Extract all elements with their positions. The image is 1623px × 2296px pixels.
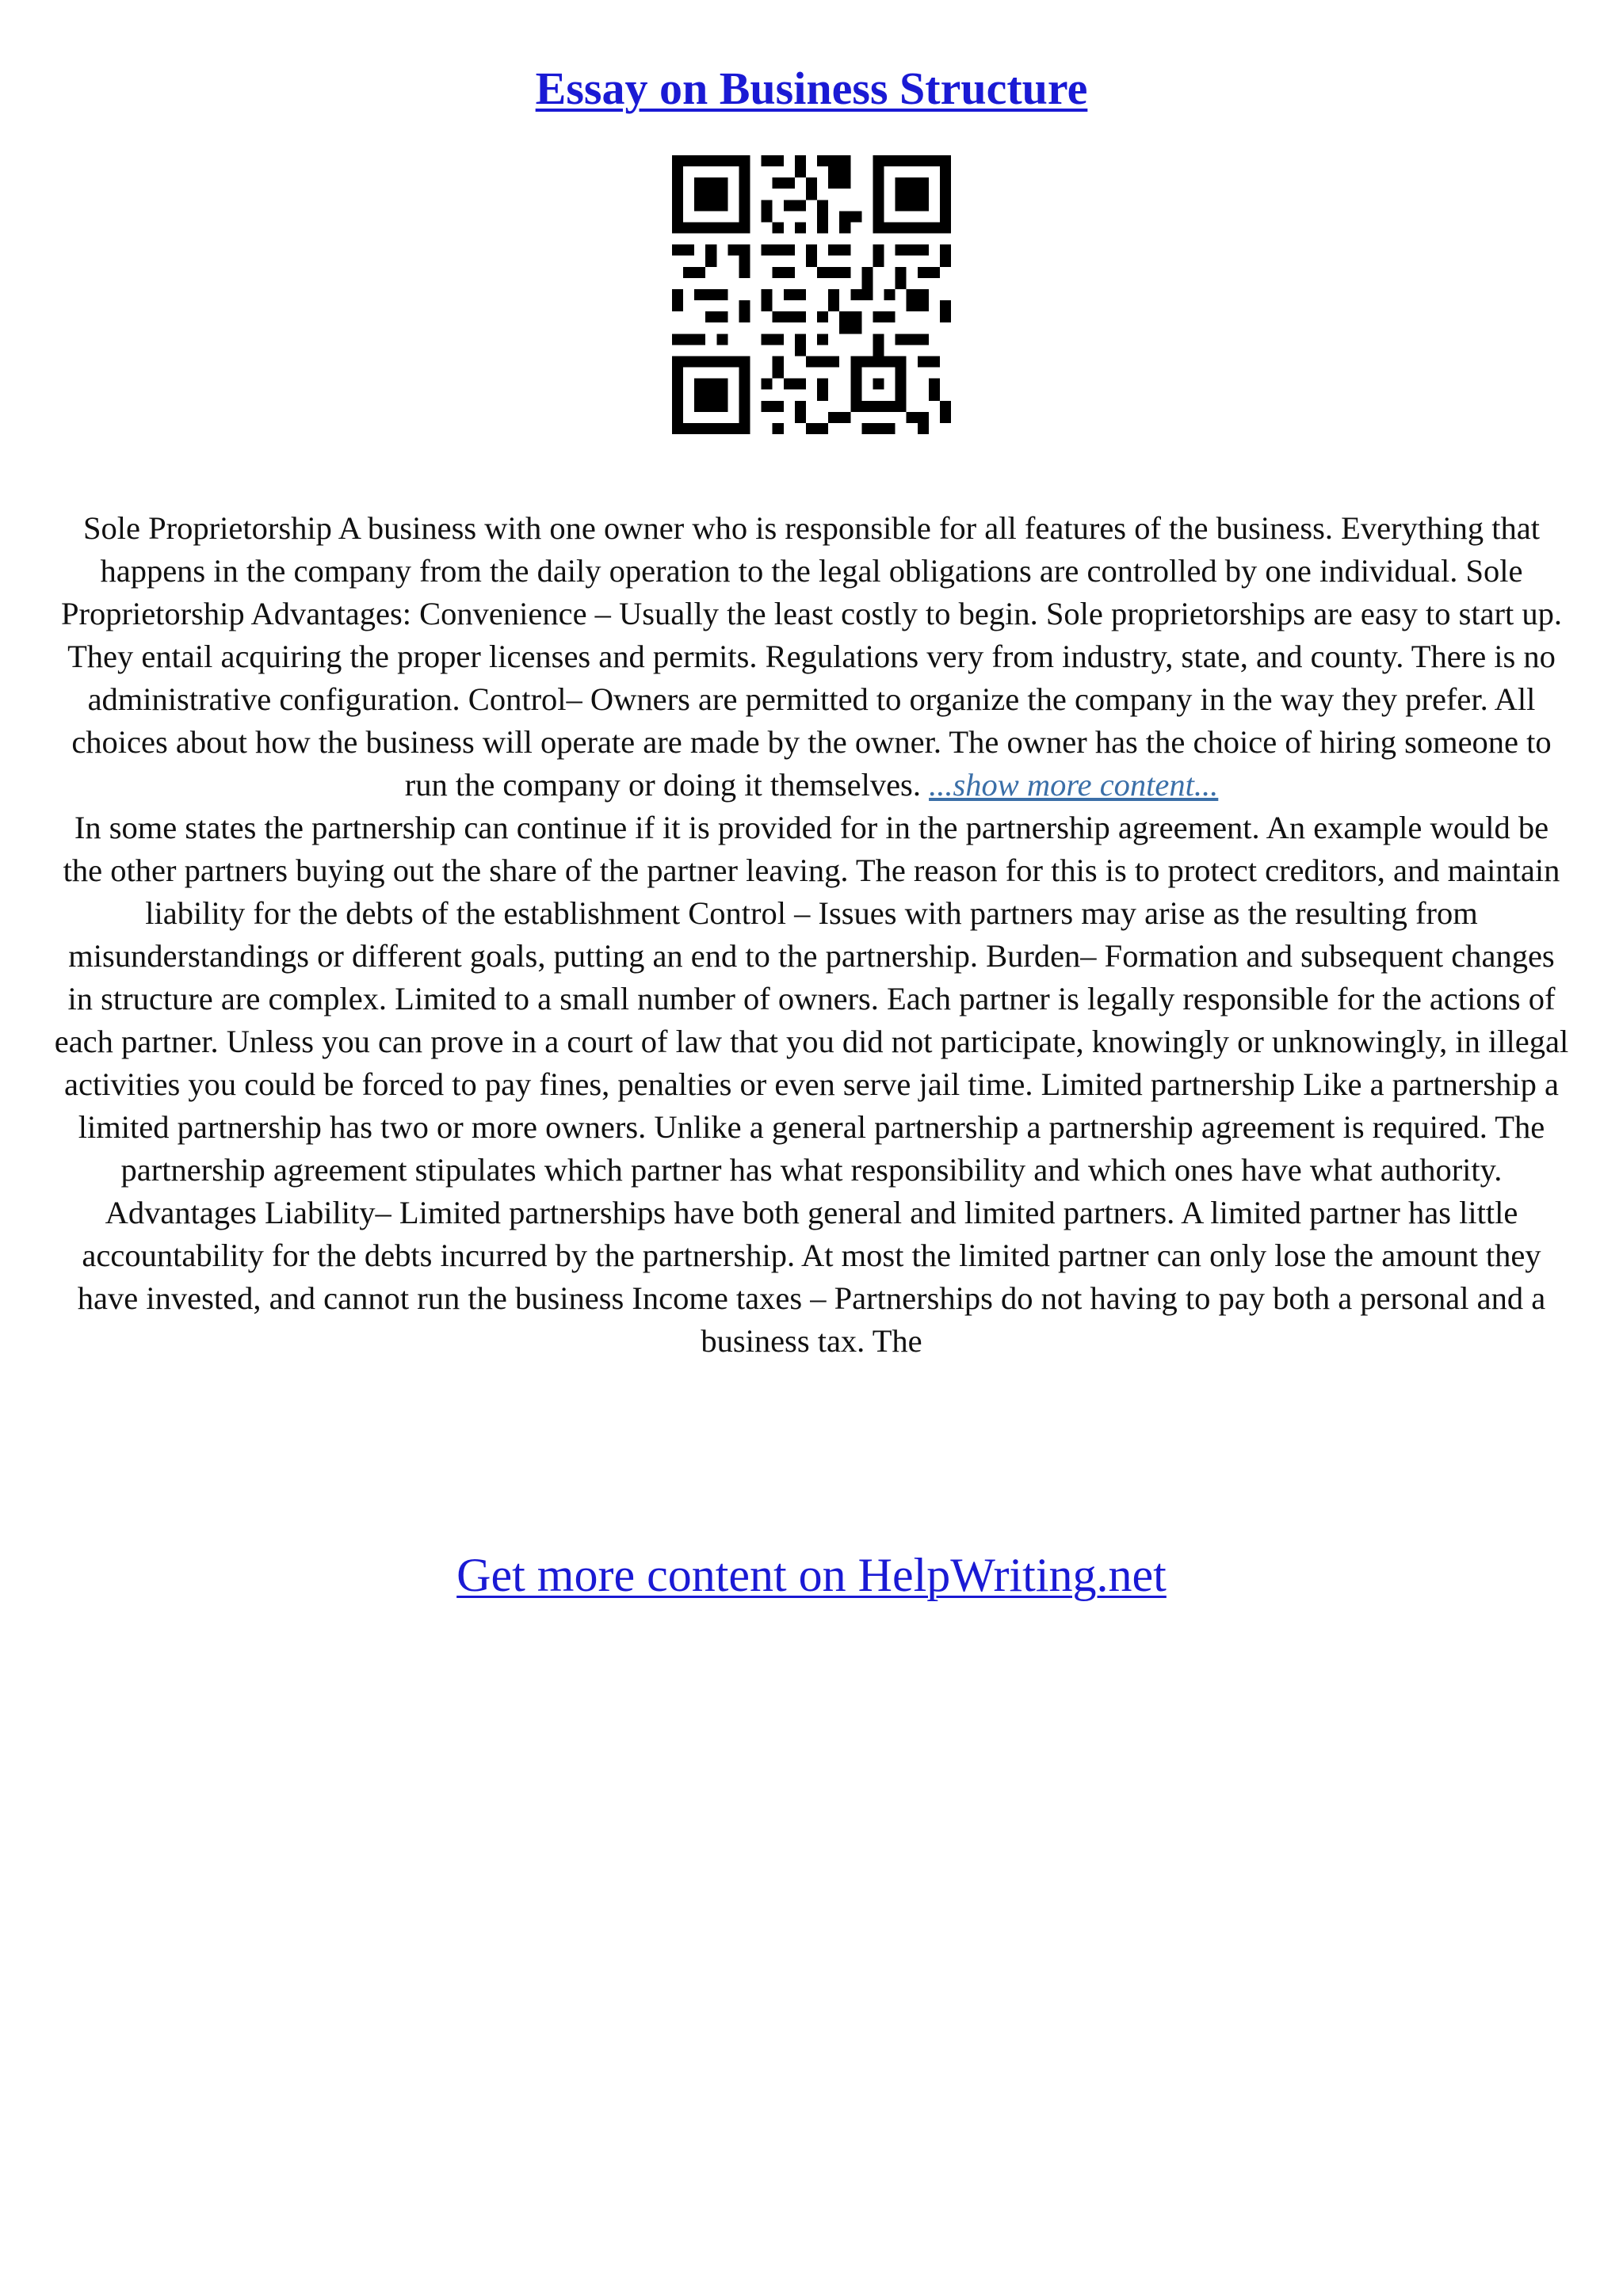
- get-more-content-link[interactable]: Get more content on HelpWriting.net: [456, 1549, 1167, 1601]
- title-link[interactable]: Essay on Business Structure: [535, 63, 1088, 114]
- paragraph-1-text: Sole Proprietorship A business with one owner who is responsible for all features of the business. Everything that happens in the company from the daily operation to the legal obligations are controlled by one individual. Sole Proprietorship Advantages: Convenience – Usually the least costly to begin. Sole proprietorships are easy to start up. They entail acquiring the proper licenses and permits. Regulations very from industry, state, and county. There is no administrative configuration. Control– Owners are permitted to organize the company in the way they prefer. All choices about how the business will operate are made by the owner. The owner has the choice of hiring someone to run the company or doing it themselves.: [60, 510, 1563, 803]
- footer-cta: [0, 1543, 1623, 1607]
- essay-body: [54, 507, 1569, 1363]
- page-title: [0, 59, 1623, 119]
- qr-code-icon: [672, 155, 951, 434]
- essay-paragraph-2: In some states the partnership can continue if it is provided for in the partnership agreement. An example would be the other partners buying out the share of the partner leaving. The reason for this is to protect creditors, and maintain liability for the debts of the establishment Control – Issues with partners may arise as the resulting from misunderstandings or different goals, putting an end to the partnership. Burden– Formation and subsequent changes in structure are complex. Limited to a small number of owners. Each partner is legally responsible for the actions of each partner. Unless you can prove in a court of law that you did not participate, knowingly or unknowingly, in illegal activities you could be forced to pay fines, penalties or even serve jail time. Limited partnership Like a partnership a limited partnership has two or more owners. Unlike a general partnership a partnership agreement is required. The partnership agreement stipulates which partner has what responsibility and which ones have what authority. Advantages Liability– Limited partnerships have both general and limited partners. A limited partner has little accountability for the debts incurred by the partnership. At most the limited partner can only lose the amount they have invested, and cannot run the business Income taxes – Partnerships do not having to pay both a personal and a business tax. The: [54, 810, 1569, 1359]
- essay-paragraph-1: [54, 507, 1569, 807]
- show-more-link[interactable]: ...show more content...: [929, 767, 1219, 803]
